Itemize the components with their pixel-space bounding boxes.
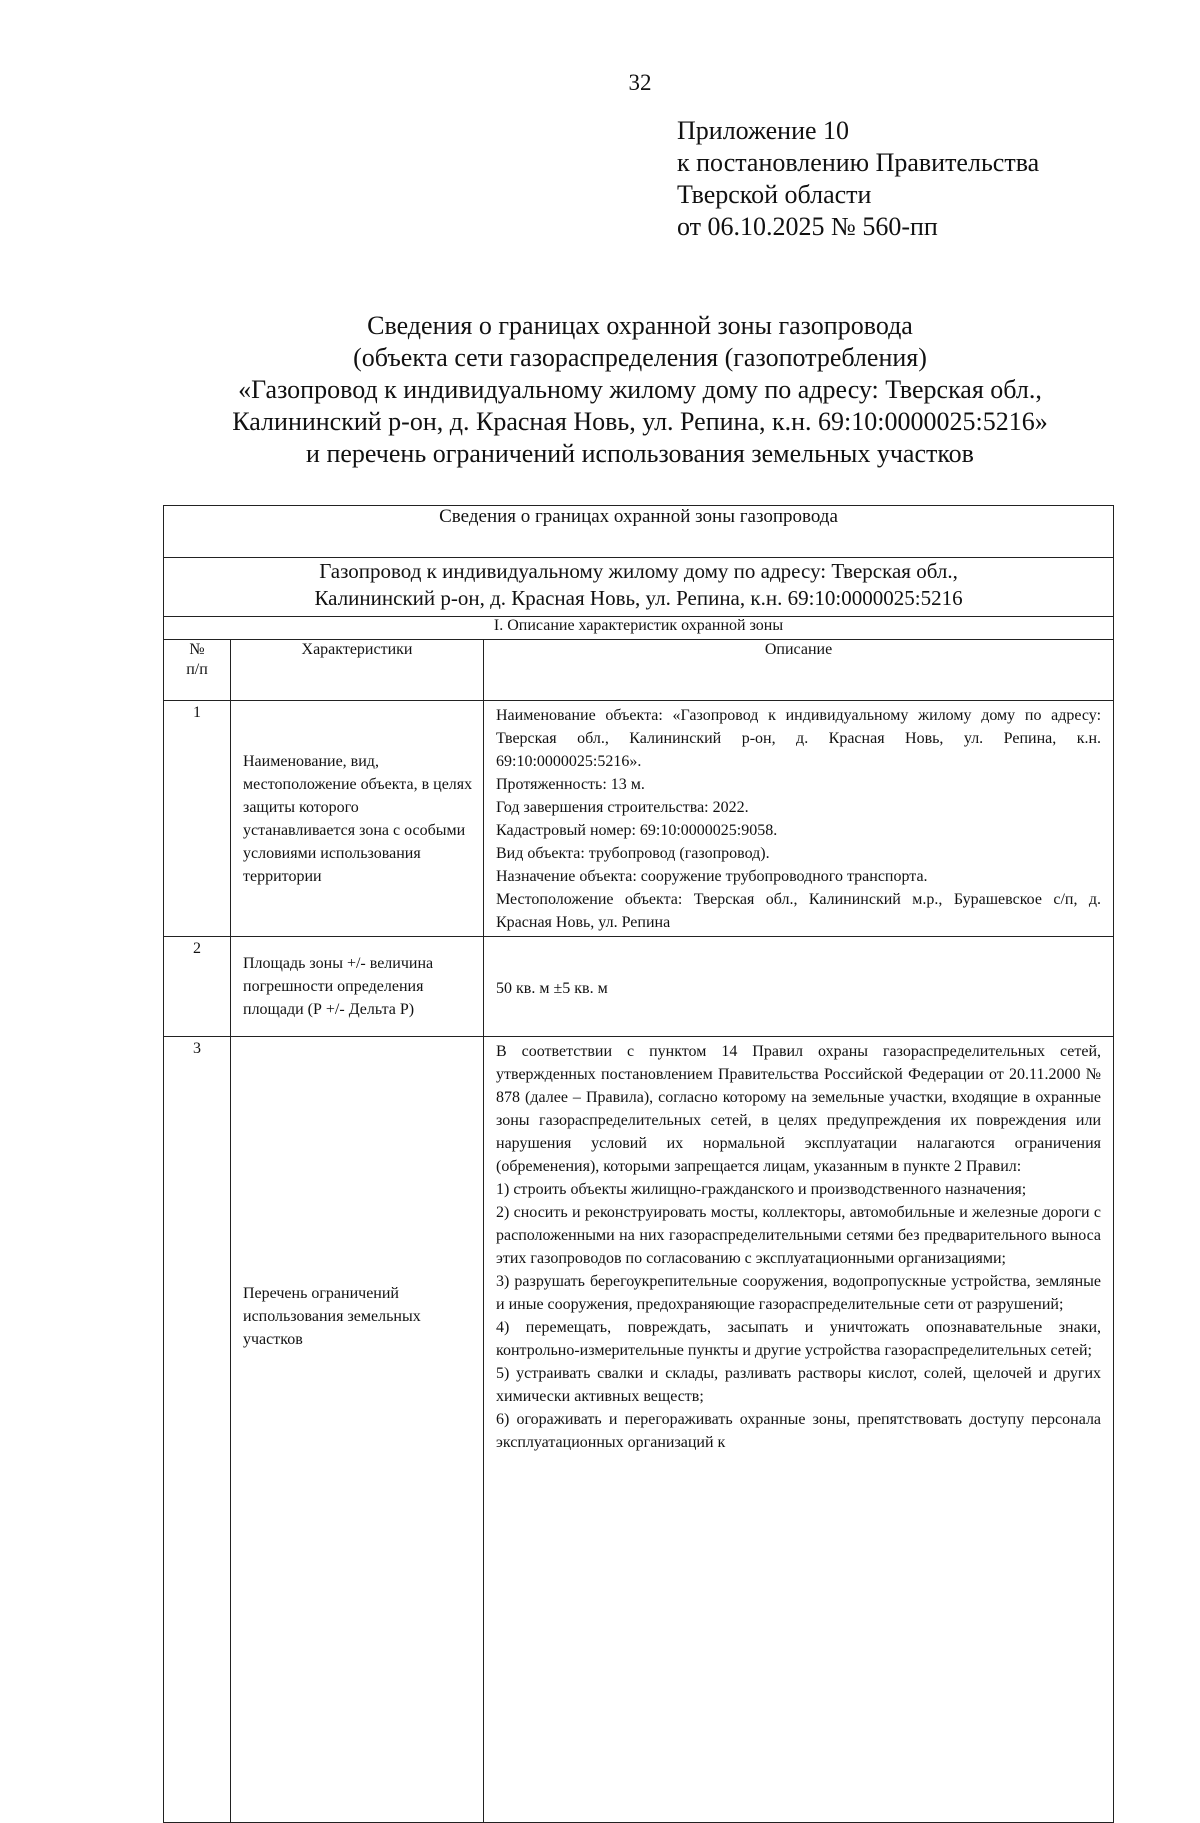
table-header-title: Сведения о границах охранной зоны газопровода bbox=[164, 506, 1114, 558]
appendix-line: к постановлению Правительства bbox=[677, 148, 1040, 177]
row-number: 2 bbox=[164, 937, 231, 1037]
column-header-number-line: п/п bbox=[186, 661, 208, 678]
column-header-characteristics: Характеристики bbox=[231, 640, 484, 701]
table-row bbox=[164, 701, 1114, 937]
row-characteristic: Площадь зоны +/- величина погрешности определения площади (Р +/- Дельта Р) bbox=[231, 937, 484, 1037]
description-paragraph: 4) перемещать, повреждать, засыпать и уничтожать опознавательные знаки, контрольно-измерительные пункты и другие устройства газораспределительных сетей; bbox=[496, 1319, 1102, 1359]
title-line: Сведения о границах охранной зоны газопровода bbox=[367, 311, 913, 340]
table-object-name bbox=[164, 558, 1114, 617]
object-name-line: Калининский р-он, д. Красная Новь, ул. Репина, к.н. 69:10:0000025:5216 bbox=[314, 586, 963, 610]
row-number: 3 bbox=[164, 1037, 231, 1823]
description-paragraph: 3) разрушать берегоукрепительные сооружения, водопропускные устройства, земляные и иные сооружения, предохраняющие газораспределительные сети от разрушений; bbox=[496, 1273, 1102, 1313]
zone-info-table bbox=[163, 505, 1114, 1823]
description-paragraph: 2) сносить и реконструировать мосты, коллекторы, автомобильные и железные дороги с расположенными на них газораспределительными сетями без предварительного выноса этих газопроводов по согласованию с эксплуатационными организациями; bbox=[496, 1204, 1102, 1267]
description-paragraph: Протяженность: 13 м. bbox=[496, 776, 645, 793]
row-description bbox=[484, 937, 1114, 1037]
table-header-row bbox=[164, 506, 1114, 558]
title-line: (объекта сети газораспределения (газопотребления) bbox=[353, 343, 927, 372]
table-row bbox=[164, 937, 1114, 1037]
description-paragraph: 1) строить объекты жилищно-гражданского и производственного назначения; bbox=[496, 1181, 1027, 1198]
column-header-number bbox=[164, 640, 231, 701]
section-title: I. Описание характеристик охранной зоны bbox=[164, 617, 1114, 640]
appendix-header bbox=[677, 115, 1039, 243]
description-paragraph: 50 кв. м ±5 кв. м bbox=[496, 979, 608, 997]
appendix-line: от 06.10.2025 № 560-пп bbox=[677, 212, 938, 241]
description-paragraph: Год завершения строительства: 2022. bbox=[496, 799, 749, 816]
row-number: 1 bbox=[164, 701, 231, 937]
row-description bbox=[484, 1037, 1114, 1823]
column-header-description: Описание bbox=[484, 640, 1114, 701]
description-paragraph: Местоположение объекта: Тверская обл., Калининский м.р., Бурашевское с/п, д. Красная Новь, ул. Репина bbox=[496, 891, 1102, 931]
title-line: и перечень ограничений использования земельных участков bbox=[306, 439, 974, 468]
description-paragraph: 6) огораживать и перегораживать охранные зоны, препятствовать доступу персонала эксплуатационных организаций к bbox=[496, 1411, 1102, 1451]
row-characteristic: Перечень ограничений использования земельных участков bbox=[231, 1037, 484, 1823]
table-row bbox=[164, 1037, 1114, 1823]
title-line: «Газопровод к индивидуальному жилому дому по адресу: Тверская обл., bbox=[238, 375, 1042, 404]
description-paragraph: Кадастровый номер: 69:10:0000025:9058. bbox=[496, 822, 778, 839]
table-section-row bbox=[164, 617, 1114, 640]
appendix-line: Приложение 10 bbox=[677, 116, 850, 145]
description-paragraph: Наименование объекта: «Газопровод к индивидуальному жилому дому по адресу: Тверская обл., Калининский р-он, д. Красная Новь, ул. Репина, к.н. 69:10:0000025:5216». bbox=[496, 707, 1102, 770]
page-number: 32 bbox=[628, 70, 652, 95]
description-paragraph: 5) устраивать свалки и склады, разливать растворы кислот, солей, щелочей и других химически активных веществ; bbox=[496, 1365, 1102, 1405]
appendix-line: Тверской области bbox=[677, 180, 872, 209]
description-paragraph: В соответствии с пунктом 14 Правил охраны газораспределительных сетей, утвержденных постановлением Правительства Российской Федерации от 20.11.2000 № 878 (далее – Правила), согласно которому на земельные участки, входящие в охранные зоны газораспределительных сетей, в целях предупреждения их повреждения или нарушения условий их нормальной эксплуатации налагаются ограничения (обременения), которыми запрещается лицам, указанным в пункте 2 Правил: bbox=[496, 1043, 1102, 1175]
title-line: Калининский р-он, д. Красная Новь, ул. Репина, к.н. 69:10:0000025:5216» bbox=[232, 407, 1048, 436]
table-object-row bbox=[164, 558, 1114, 617]
description-paragraph: Вид объекта: трубопровод (газопровод). bbox=[496, 845, 770, 862]
object-name-line: Газопровод к индивидуальному жилому дому по адресу: Тверская обл., bbox=[319, 559, 958, 583]
column-header-number-line: № bbox=[189, 641, 205, 658]
description-paragraph: Назначение объекта: сооружение трубопроводного транспорта. bbox=[496, 868, 928, 885]
row-description bbox=[484, 701, 1114, 937]
table-column-headers bbox=[164, 640, 1114, 701]
row-characteristic: Наименование, вид, местоположение объекта, в целях защиты которого устанавливается зона с особыми условиями использования территории bbox=[231, 701, 484, 937]
document-title bbox=[160, 310, 1120, 470]
